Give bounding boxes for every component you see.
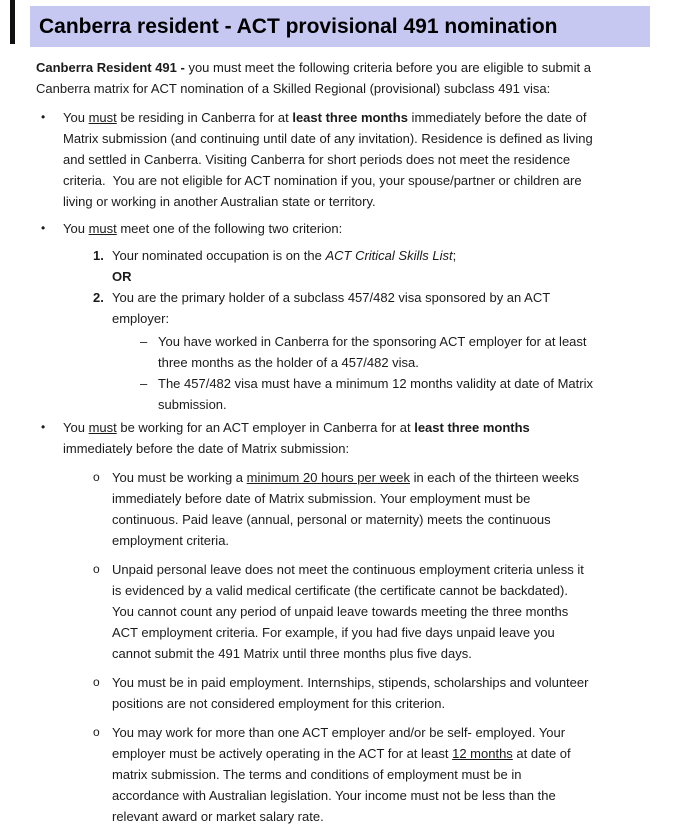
circle-marker: o — [93, 675, 100, 689]
dash-item-worked-in-canberra — [0, 331, 700, 373]
circle-item-multiple-employers-text: You may work for more than one ACT employer and/or be self- employed. Your employer must be actively operating in the ACT for at least 12 months at date of matrix submission. The terms and conditions of employment must be in accordance with Australian legislation. Your income must not be less than the relevant award or market salary rate. — [112, 725, 571, 824]
circle-item-hours-text: You must be working a minimum 20 hours per week in each of the thirteen weeks immediately before date of Matrix submission. Your employment must be continuous. Paid leave (annual, personal or maternity) meets the continuous employment criteria. — [112, 470, 580, 548]
intro-paragraph: Canberra Resident 491 - you must meet the following criteria before you are eligible to submit a Canberra matrix for ACT nomination of a Skilled Regional (provisional) subclass 491 visa: — [36, 60, 591, 96]
dash-item-visa-validity-text: The 457/482 visa must have a minimum 12 months validity at date of Matrix submission. — [158, 376, 593, 412]
bullet-icon: • — [41, 110, 46, 124]
circle-marker: o — [93, 470, 100, 484]
bullet-item-criterion — [0, 218, 700, 239]
circle-item-paid-employment-text: You must be in paid employment. Internships, stipends, scholarships and volunteer positions are not considered employment for this criterion. — [112, 675, 589, 711]
numbered-item-visa-holder — [0, 287, 700, 329]
bullet-item-residence-text: You must be residing in Canberra for at least three months immediately before the date of Matrix submission (and continuing until date of any invitation). Residence is defined as living and settled in Canberra. Visiting Canberra for short periods does not meet the residence criteria. You are not eligible for ACT nomination if you, your spouse/partner or children are living or working in another Australian state or territory. — [63, 110, 593, 209]
dash-marker: – — [140, 334, 148, 349]
bullet-icon: • — [41, 221, 46, 235]
circle-marker: o — [93, 725, 100, 739]
bullet-icon: • — [41, 420, 46, 434]
bullet-item-criterion-text: You must meet one of the following two criterion: — [63, 221, 343, 236]
number-marker: 1. — [93, 248, 104, 263]
circle-item-multiple-employers — [0, 722, 700, 827]
circle-item-hours — [0, 467, 700, 551]
numbered-item-visa-holder-text: You are the primary holder of a subclass 457/482 visa sponsored by an ACT employer: — [112, 290, 551, 326]
numbered-item-occupation-text: Your nominated occupation is on the ACT Critical Skills List; OR — [112, 248, 457, 284]
circle-item-paid-employment — [0, 672, 700, 714]
circle-item-unpaid-leave-text: Unpaid personal leave does not meet the continuous employment criteria unless it is evidenced by a valid medical certificate (the certificate cannot be backdated). You cannot count any period of unpaid leave towards meeting the three months ACT employment criteria. For example, if you had five days unpaid leave you cannot submit the 491 Matrix until three months plus five days. — [112, 562, 584, 661]
bullet-item-employment — [0, 417, 700, 459]
circle-marker: o — [93, 562, 100, 576]
numbered-item-occupation — [0, 245, 700, 287]
dash-item-worked-in-canberra-text: You have worked in Canberra for the sponsoring ACT employer for at least three months as the holder of a 457/482 visa. — [158, 334, 587, 370]
page-edge-artifact — [10, 0, 15, 44]
bullet-item-employment-text: You must be working for an ACT employer in Canberra for at least three months immediately before the date of Matrix submission: — [63, 420, 530, 456]
circle-item-unpaid-leave — [0, 559, 700, 664]
dash-item-visa-validity — [0, 373, 700, 415]
number-marker: 2. — [93, 290, 104, 305]
page-title: Canberra resident - ACT provisional 491 nomination — [30, 6, 650, 47]
dash-marker: – — [140, 376, 148, 391]
bullet-item-residence — [0, 107, 700, 212]
